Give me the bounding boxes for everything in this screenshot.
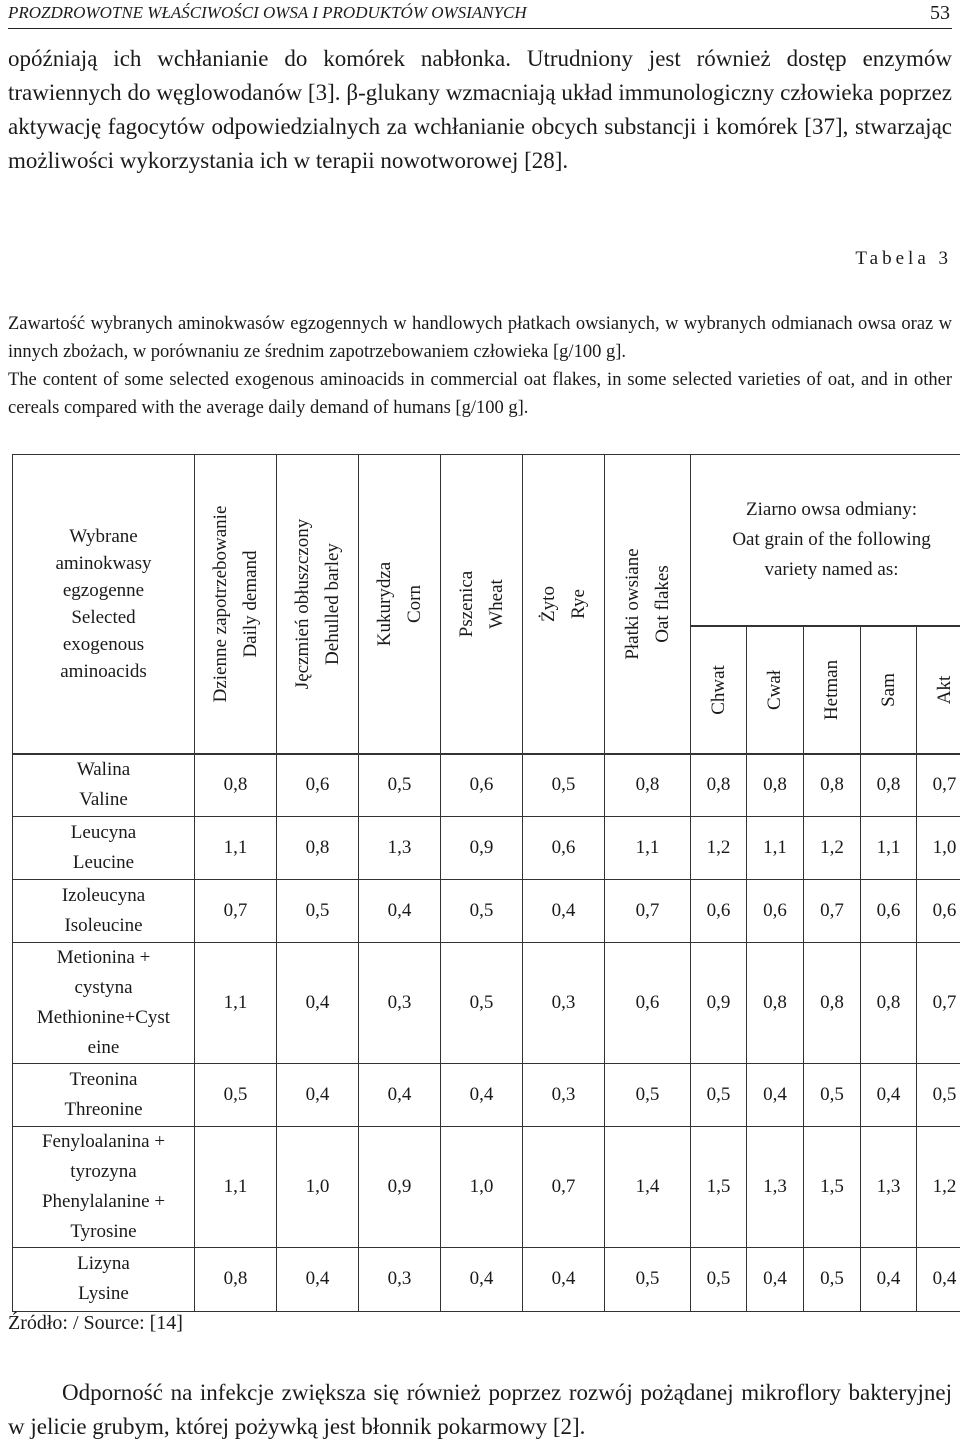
column-header-dehulled-barley (277, 455, 359, 755)
column-header-en: Dehulled barley (318, 519, 348, 689)
variety-header-akt (917, 626, 960, 754)
amino-acid-name-line: Valine (13, 785, 194, 815)
column-header-en: Wheat (482, 571, 512, 637)
value-cell: 0,4 (523, 879, 605, 942)
amino-acid-name-line: Threonine (13, 1095, 194, 1125)
corner-header-cell (13, 455, 195, 755)
page-number: 53 (930, 0, 950, 26)
value-cell: 0,7 (523, 1126, 605, 1247)
value-cell: 1,0 (917, 816, 960, 879)
value-cell: 0,5 (605, 1063, 691, 1126)
value-cell: 0,7 (195, 879, 277, 942)
value-cell: 0,6 (523, 816, 605, 879)
amino-acid-name-cell (13, 879, 195, 942)
table-row (13, 1126, 960, 1247)
value-cell: 0,6 (747, 879, 804, 942)
value-cell: 0,4 (747, 1247, 804, 1311)
table-row (13, 879, 960, 942)
amino-acid-name-line: Treonina (13, 1065, 194, 1095)
value-cell: 0,4 (441, 1247, 523, 1311)
column-header-pl: Jęczmień obłuszczony (288, 519, 318, 689)
variety-group-header (691, 455, 960, 627)
value-cell: 0,8 (804, 942, 861, 1063)
amino-acid-name-line: Walina (13, 755, 194, 785)
value-cell: 0,7 (605, 879, 691, 942)
value-cell: 0,3 (523, 942, 605, 1063)
amino-acid-name-cell (13, 754, 195, 816)
column-header-pl: Płatki owsiane (618, 548, 648, 659)
table-caption-english: The content of some selected exogenous aminoacids in commercial oat flakes, in some selected varieties of oat, and in other cereals compared with the average daily demand of humans [g/100 g]. (8, 366, 952, 422)
table-label: Tabela 3 (855, 248, 952, 270)
value-cell: 0,5 (917, 1063, 960, 1126)
amino-acid-name-line: Phenylalanine + (13, 1187, 194, 1217)
amino-acid-name-line: Methionine+Cyst (13, 1003, 194, 1033)
value-cell: 0,4 (359, 879, 441, 942)
amino-acid-table (12, 454, 960, 1312)
value-cell: 1,2 (804, 816, 861, 879)
running-head-title: PROZDROWOTNE WŁAŚCIWOŚCI OWSA I PRODUKTÓW OWSIANYCH (8, 0, 527, 26)
corner-header-line: aminokwasy (13, 550, 194, 577)
amino-acid-name-cell (13, 942, 195, 1063)
variety-header-hetman (804, 626, 861, 754)
column-header-en: Daily demand (236, 506, 266, 703)
value-cell: 0,6 (691, 879, 747, 942)
value-cell: 1,0 (277, 1126, 359, 1247)
running-head (8, 0, 952, 29)
corner-header-line: Selected (13, 604, 194, 631)
value-cell: 0,4 (441, 1063, 523, 1126)
value-cell: 0,4 (359, 1063, 441, 1126)
value-cell: 0,8 (747, 754, 804, 816)
amino-acid-name-line: eine (13, 1033, 194, 1063)
value-cell: 0,8 (691, 754, 747, 816)
table-row (13, 1063, 960, 1126)
value-cell: 1,0 (441, 1126, 523, 1247)
value-cell: 1,5 (804, 1126, 861, 1247)
value-cell: 1,2 (691, 816, 747, 879)
column-header-daily-demand (195, 455, 277, 755)
column-header-rye (523, 455, 605, 755)
value-cell: 0,7 (804, 879, 861, 942)
value-cell: 0,3 (523, 1063, 605, 1126)
value-cell: 1,3 (359, 816, 441, 879)
value-cell: 0,8 (804, 754, 861, 816)
value-cell: 0,4 (917, 1247, 960, 1311)
variety-label: Akt (933, 676, 957, 705)
table-row (13, 942, 960, 1063)
value-cell: 1,1 (861, 816, 917, 879)
amino-acid-name-line: tyrozyna (13, 1157, 194, 1187)
value-cell: 0,3 (359, 942, 441, 1063)
value-cell: 0,4 (861, 1247, 917, 1311)
value-cell: 1,1 (195, 816, 277, 879)
value-cell: 0,6 (605, 942, 691, 1063)
column-header-en: Corn (400, 562, 430, 646)
value-cell: 0,4 (277, 942, 359, 1063)
value-cell: 1,1 (195, 1126, 277, 1247)
value-cell: 0,5 (195, 1063, 277, 1126)
amino-acid-name-line: cystyna (13, 973, 194, 1003)
value-cell: 0,5 (523, 754, 605, 816)
table-row (13, 1247, 960, 1311)
variety-group-line: Oat grain of the following (691, 525, 960, 555)
column-header-corn (359, 455, 441, 755)
body-paragraph-1: opóźniają ich wchłanianie do komórek nabłonka. Utrudniony jest również dostęp enzymów trawiennych do węglowodanów [3]. β-glukany wzmacniają układ immunologiczny człowieka poprzez aktywację fagocytów odpowiedzialnych za wchłanianie obcych substancji i komórek [37], stwarzając możliwości wykorzystania ich w terapii nowotworowej [28]. (8, 42, 952, 178)
value-cell: 0,5 (804, 1063, 861, 1126)
amino-acid-name-cell (13, 816, 195, 879)
value-cell: 0,6 (441, 754, 523, 816)
corner-header-line: egzogenne (13, 577, 194, 604)
value-cell: 0,5 (691, 1063, 747, 1126)
variety-label: Chwat (707, 665, 731, 715)
variety-label: Cwał (763, 670, 787, 710)
value-cell: 0,5 (441, 942, 523, 1063)
value-cell: 0,5 (691, 1247, 747, 1311)
value-cell: 0,6 (917, 879, 960, 942)
corner-header-line: exogenous (13, 631, 194, 658)
value-cell: 0,4 (277, 1063, 359, 1126)
column-header-en: Rye (564, 586, 594, 622)
variety-label: Hetman (820, 660, 844, 720)
variety-header-chwat (691, 626, 747, 754)
value-cell: 0,9 (359, 1126, 441, 1247)
value-cell: 0,4 (523, 1247, 605, 1311)
amino-acid-name-line: Isoleucine (13, 911, 194, 941)
value-cell: 0,7 (917, 942, 960, 1063)
variety-header-cwal (747, 626, 804, 754)
value-cell: 1,3 (861, 1126, 917, 1247)
value-cell: 0,9 (691, 942, 747, 1063)
value-cell: 0,8 (195, 754, 277, 816)
corner-header-line: Wybrane (13, 523, 194, 550)
value-cell: 0,8 (605, 754, 691, 816)
value-cell: 1,1 (605, 816, 691, 879)
amino-acid-name-line: Lizyna (13, 1249, 194, 1279)
value-cell: 0,8 (861, 942, 917, 1063)
value-cell: 0,4 (861, 1063, 917, 1126)
amino-acid-name-line: Leucine (13, 848, 194, 878)
value-cell: 0,4 (747, 1063, 804, 1126)
value-cell: 0,5 (359, 754, 441, 816)
value-cell: 1,4 (605, 1126, 691, 1247)
column-header-wheat (441, 455, 523, 755)
variety-label: Sam (877, 673, 901, 707)
column-header-pl: Kukurydza (370, 562, 400, 646)
column-header-en: Oat flakes (648, 548, 678, 659)
value-cell: 0,5 (605, 1247, 691, 1311)
value-cell: 0,6 (861, 879, 917, 942)
value-cell: 0,6 (277, 754, 359, 816)
amino-acid-name-line: Fenyloalanina + (13, 1127, 194, 1157)
table-row (13, 816, 960, 879)
amino-acid-name-line: Lysine (13, 1279, 194, 1309)
column-header-pl: Żyto (534, 586, 564, 622)
table-body (13, 754, 960, 1311)
amino-acid-name-line: Tyrosine (13, 1217, 194, 1247)
value-cell: 0,3 (359, 1247, 441, 1311)
amino-acid-name-line: Leucyna (13, 818, 194, 848)
value-cell: 0,8 (277, 816, 359, 879)
table-caption-polish: Zawartość wybranych aminokwasów egzogennych w handlowych płatkach owsianych, w wybranych odmianach owsa oraz w innych zbożach, w porównaniu ze średnim zapotrzebowaniem człowieka [g/100 g]. (8, 310, 952, 366)
value-cell: 1,3 (747, 1126, 804, 1247)
body-paragraph-2: Odporność na infekcje zwiększa się również poprzez rozwój pożądanej mikroflory bakteryjnej w jelicie grubym, której pożywką jest błonnik pokarmowy [2]. (8, 1376, 952, 1444)
variety-group-line: variety named as: (691, 555, 960, 585)
value-cell: 0,8 (747, 942, 804, 1063)
value-cell: 0,5 (277, 879, 359, 942)
table-source-note: Źródło: / Source: [14] (8, 1312, 183, 1335)
corner-header-line: aminoacids (13, 658, 194, 685)
value-cell: 1,1 (195, 942, 277, 1063)
value-cell: 0,5 (804, 1247, 861, 1311)
value-cell: 0,8 (861, 754, 917, 816)
amino-acid-name-cell (13, 1126, 195, 1247)
value-cell: 0,4 (277, 1247, 359, 1311)
value-cell: 0,5 (441, 879, 523, 942)
table-row (13, 754, 960, 816)
value-cell: 1,2 (917, 1126, 960, 1247)
value-cell: 1,5 (691, 1126, 747, 1247)
value-cell: 0,8 (195, 1247, 277, 1311)
amino-acid-name-line: Metionina + (13, 943, 194, 973)
column-header-oat-flakes (605, 455, 691, 755)
variety-header-sam (861, 626, 917, 754)
column-header-pl: Dzienne zapotrzebowanie (206, 506, 236, 703)
value-cell: 0,7 (917, 754, 960, 816)
value-cell: 0,9 (441, 816, 523, 879)
value-cell: 1,1 (747, 816, 804, 879)
variety-group-line: Ziarno owsa odmiany: (691, 495, 960, 525)
column-header-pl: Pszenica (452, 571, 482, 637)
amino-acid-name-cell (13, 1063, 195, 1126)
amino-acid-name-line: Izoleucyna (13, 881, 194, 911)
amino-acid-name-cell (13, 1247, 195, 1311)
